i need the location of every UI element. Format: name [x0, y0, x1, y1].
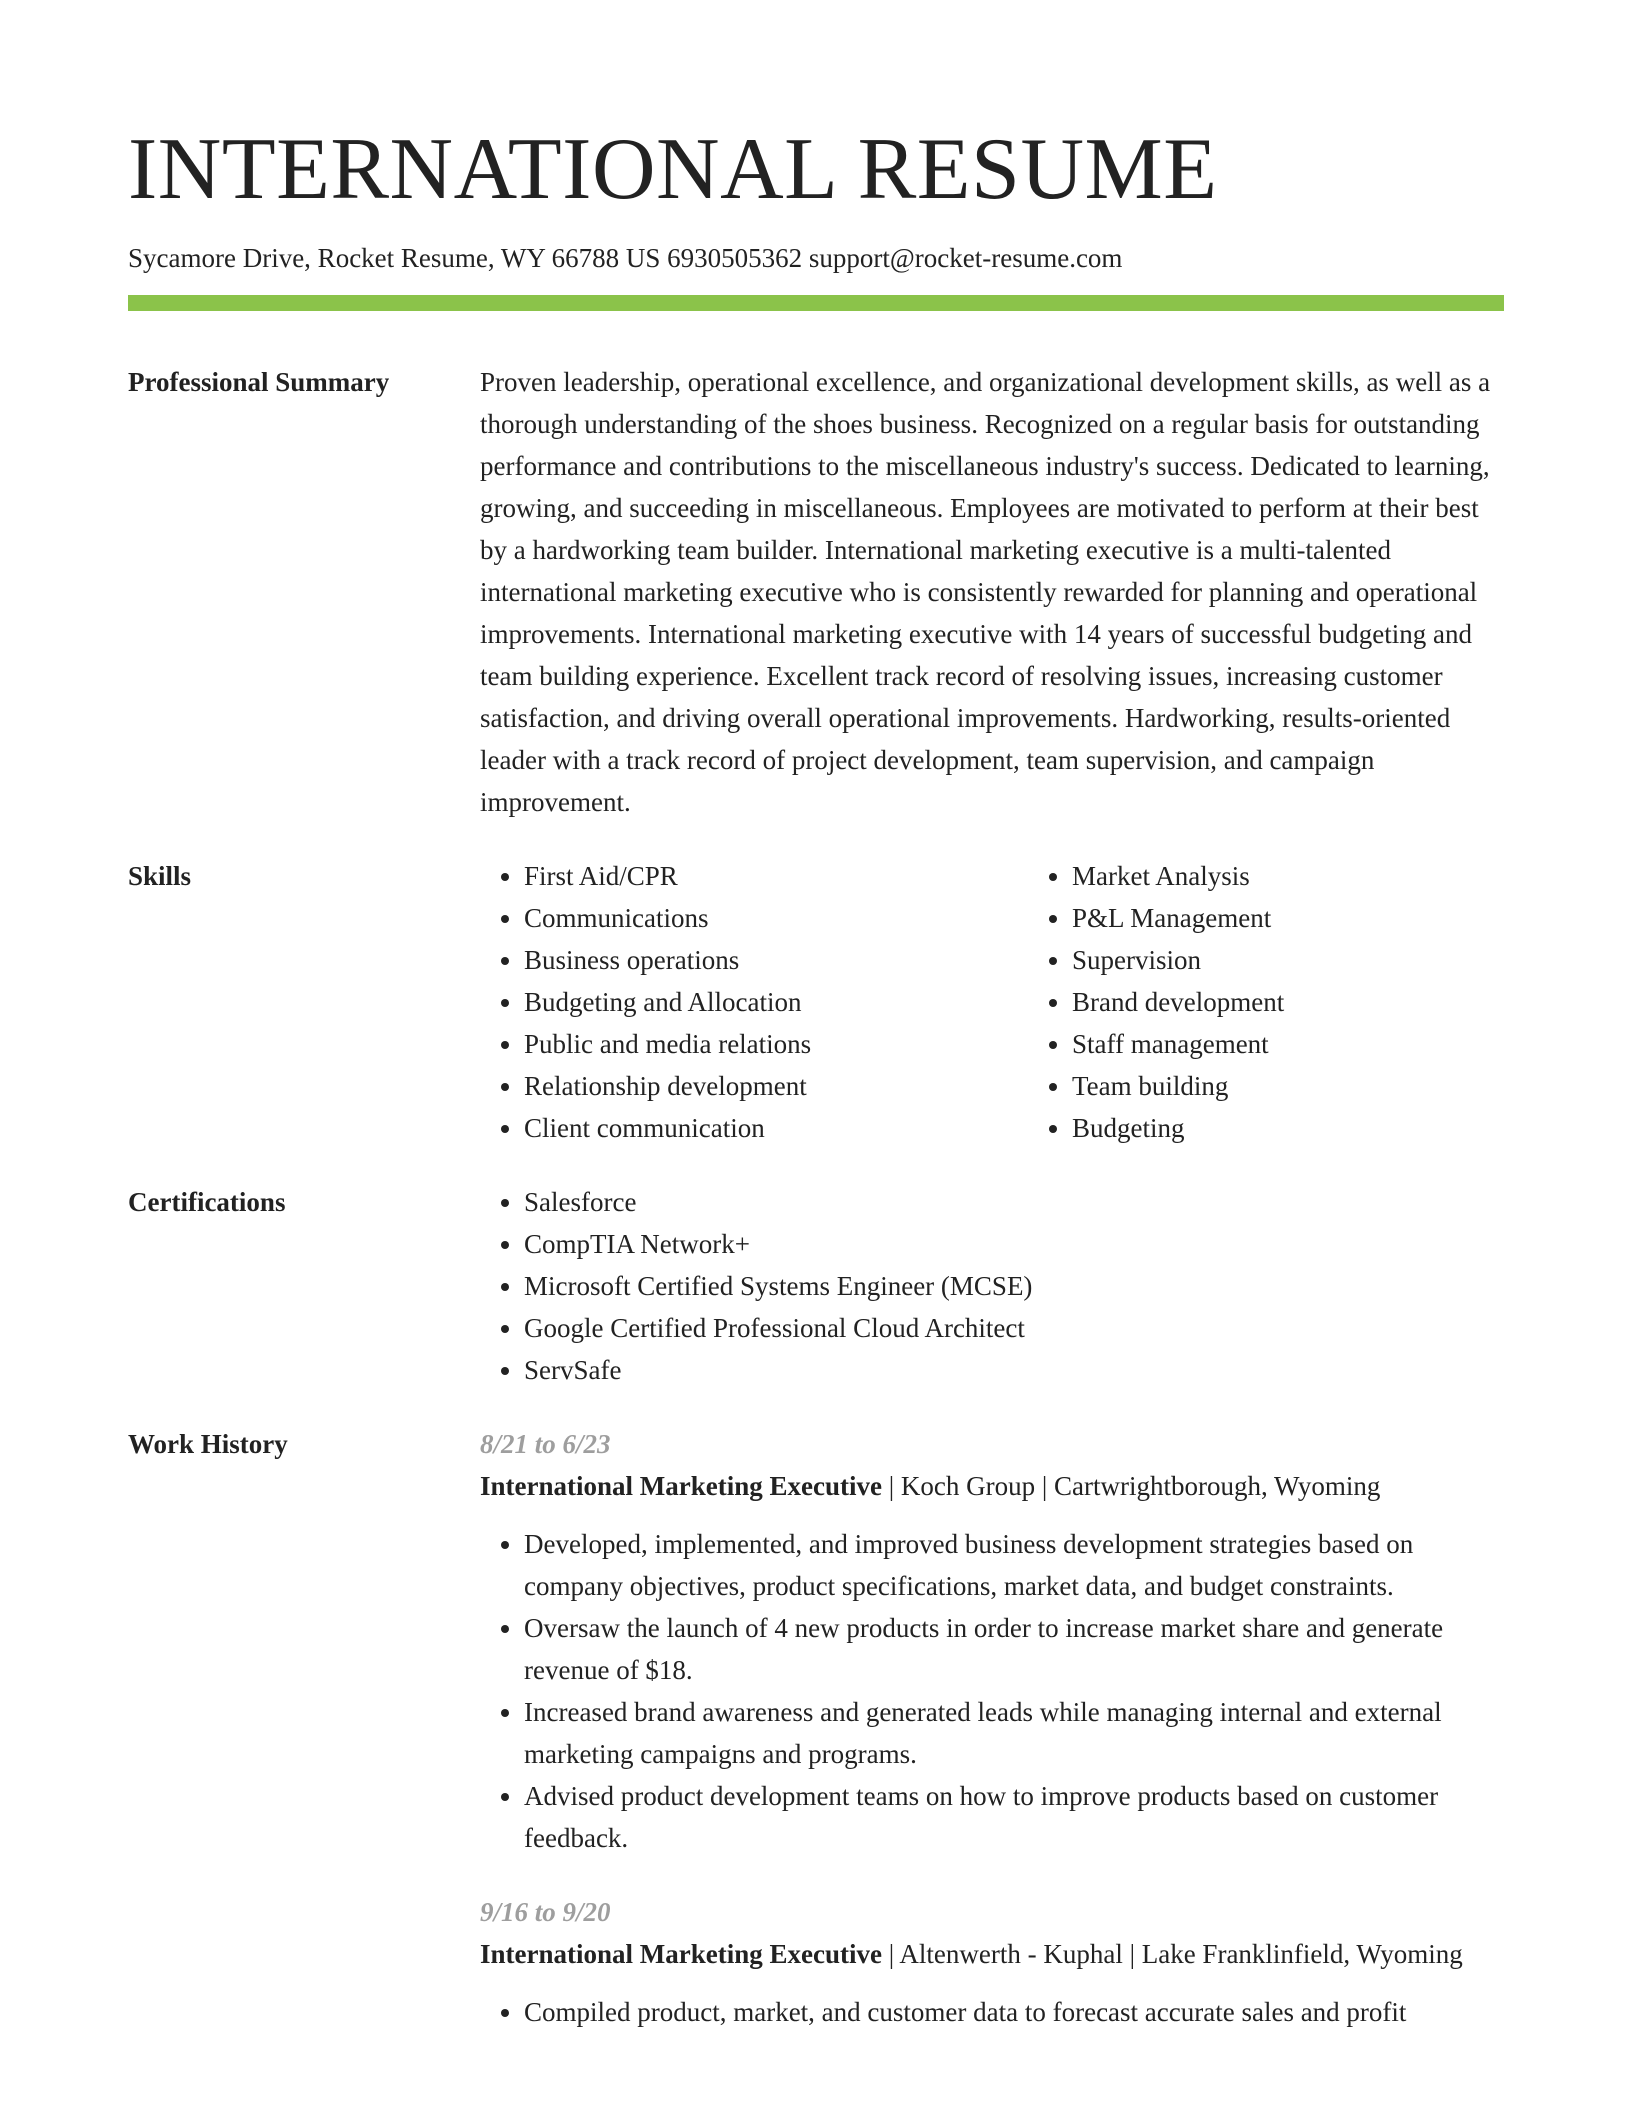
contact-phone: 6930505362: [667, 243, 803, 273]
job-dates: 9/16 to 9/20: [480, 1897, 611, 1927]
certification-item: • Google Certified Professional Cloud Architect: [524, 1307, 1504, 1349]
skills-section: [128, 855, 1504, 1149]
contact-address: Sycamore Drive, Rocket Resume, WY 66788 US: [128, 243, 661, 273]
skill-item: • First Aid/CPR: [524, 855, 1028, 897]
skill-item: • Business operations: [524, 939, 1028, 981]
job-title-line: [480, 1933, 1504, 1975]
contact-email: support@rocket-resume.com: [808, 243, 1123, 273]
contact-line: [128, 240, 1504, 276]
certification-item: • Salesforce: [524, 1181, 1504, 1223]
summary-section: [128, 361, 1504, 823]
certifications-section: [128, 1181, 1504, 1391]
certifications-list: [480, 1181, 1504, 1391]
job-title: International Marketing Executive: [480, 1471, 882, 1501]
job-bullet: • Advised product development teams on how to improve products based on customer feedback.: [524, 1775, 1504, 1859]
skill-item: • Team building: [1072, 1065, 1576, 1107]
skill-item: • P&L Management: [1072, 897, 1576, 939]
work-history-body: [480, 1423, 1504, 2033]
job-bullets: [480, 1991, 1504, 2033]
job-bullet: • Developed, implemented, and improved business development strategies based on company objectives, product specifications, market data, and budget constraints.: [524, 1523, 1504, 1607]
work-history-section: [128, 1423, 1504, 2033]
certification-item: • Microsoft Certified Systems Engineer (MCSE): [524, 1265, 1504, 1307]
skills-heading: Skills: [128, 861, 192, 891]
job-bullets: [480, 1523, 1504, 1859]
job-entry: [480, 1423, 1504, 1859]
resume-name: INTERNATIONAL RESUME: [128, 121, 1218, 218]
skill-item: • Staff management: [1072, 1023, 1576, 1065]
certification-item: • ServSafe: [524, 1349, 1504, 1391]
job-dates: 8/21 to 6/23: [480, 1429, 611, 1459]
resume-page: [128, 0, 1504, 2033]
skill-item: • Budgeting and Allocation: [524, 981, 1028, 1023]
work-history-heading: Work History: [128, 1429, 288, 1459]
skill-item: • Market Analysis: [1072, 855, 1576, 897]
skills-columns: [480, 855, 1576, 1149]
job-bullet: • Oversaw the launch of 4 new products in order to increase market share and generate revenue of $18.: [524, 1607, 1504, 1691]
accent-divider: [128, 295, 1504, 311]
job-details: | Altenwerth - Kuphal | Lake Franklinfield, Wyoming: [881, 1939, 1463, 1969]
certifications-heading: Certifications: [128, 1187, 286, 1217]
job-entry: [480, 1891, 1504, 2033]
skill-item: • Supervision: [1072, 939, 1576, 981]
skills-list-right: [1028, 855, 1576, 1149]
certifications-body: [480, 1181, 1504, 1391]
skill-item: • Client communication: [524, 1107, 1028, 1149]
job-details: | Koch Group | Cartwrightborough, Wyoming: [881, 1471, 1381, 1501]
skills-list-left: [480, 855, 1028, 1149]
skill-item: • Relationship development: [524, 1065, 1028, 1107]
summary-heading: Professional Summary: [128, 367, 390, 397]
skill-item: • Public and media relations: [524, 1023, 1028, 1065]
skill-item: • Communications: [524, 897, 1028, 939]
job-title-line: [480, 1465, 1504, 1507]
job-title: International Marketing Executive: [480, 1939, 882, 1969]
job-bullet: • Increased brand awareness and generated leads while managing internal and external marketing campaigns and programs.: [524, 1691, 1504, 1775]
certification-item: • CompTIA Network+: [524, 1223, 1504, 1265]
skill-item: • Budgeting: [1072, 1107, 1576, 1149]
job-bullet: • Compiled product, market, and customer data to forecast accurate sales and profit: [524, 1991, 1504, 2033]
summary-text: Proven leadership, operational excellence, and organizational development skills, as well as a thorough understanding of the shoes business. Recognized on a regular basis for outstanding performance and contributions to the miscellaneous industry's success. Dedicated to learning, growing, and succeeding in miscellaneous. Employees are motivated to perform at their best by a hardworking team builder. International marketing executive is a multi-talented international marketing executive who is consistently rewarded for planning and operational improvements. International marketing executive with 14 years of successful budgeting and team building experience. Excellent track record of resolving issues, increasing customer satisfaction, and driving overall operational improvements. Hardworking, results-oriented leader with a track record of project development, team supervision, and campaign improvement.: [480, 367, 1491, 817]
skill-item: • Brand development: [1072, 981, 1576, 1023]
